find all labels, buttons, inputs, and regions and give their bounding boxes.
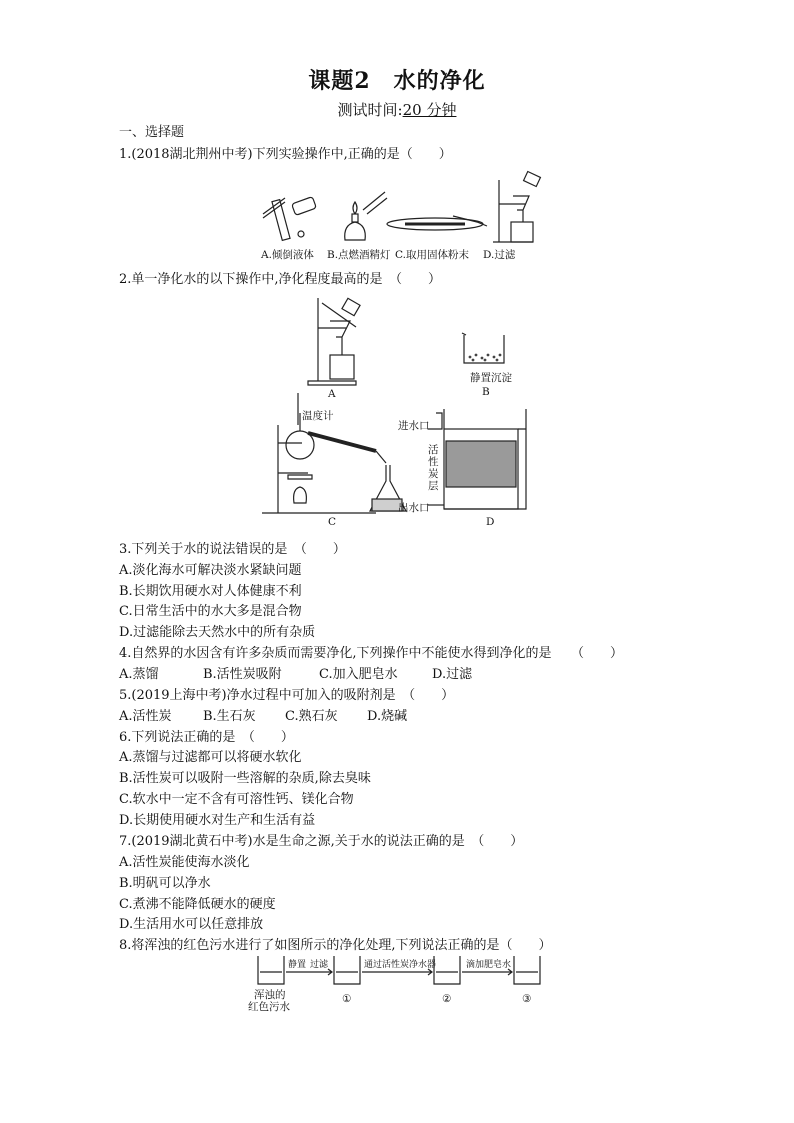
question-1-caption-d: D.过滤: [483, 249, 516, 261]
question-8-start-label-2: 红色污水: [248, 1001, 290, 1013]
question-1-caption-c: C.取用固体粉末: [395, 249, 469, 261]
reagent-bottle-shape: [292, 197, 317, 216]
question-6-stem: 6.下列说法正确的是 （ ）: [119, 730, 294, 745]
question-8-stem: 8.将浑浊的红色污水进行了如图所示的净化处理,下列说法正确的是（ ）: [119, 938, 552, 953]
test-time-value: 20 分钟: [402, 101, 457, 119]
question-2-stem: 2.单一净化水的以下操作中,净化程度最高的是 （ ）: [119, 272, 442, 287]
question-3-option-b: B.长期饮用硬水对人体健康不利: [119, 584, 302, 599]
question-8-step-filter: 过滤: [310, 960, 329, 970]
question-5-options: [119, 705, 407, 724]
question-6-option-a: A.蒸馏与过滤都可以将硬水软化: [119, 750, 302, 765]
question-3-option-a: A.淡化海水可解决淡水紧缺问题: [119, 563, 302, 578]
question-4-option-c: C.加入肥皂水: [319, 667, 398, 682]
question-3-option-c: C.日常生活中的水大多是混合物: [119, 604, 302, 619]
question-8-start-label-1: 浑浊的: [254, 989, 286, 1001]
question-2-outlet-label: 出水口: [398, 502, 430, 514]
question-2-thermometer-label: 温度计: [302, 410, 334, 422]
question-8-mark-2: ②: [442, 993, 452, 1005]
question-2-layer-char-4: 层: [428, 480, 439, 492]
question-8-step-carbon: 通过活性炭净水器: [364, 960, 437, 970]
question-2-layer-char-1: 活: [428, 444, 439, 456]
question-7-option-c: C.煮沸不能降低硬水的硬度: [119, 897, 276, 912]
question-8-mark-1: ①: [342, 993, 352, 1005]
question-2-layer-char-2: 性: [428, 456, 439, 468]
question-8-step-soap: 滴加肥皂水: [466, 960, 512, 970]
question-1-caption-b: B.点燃酒精灯: [327, 249, 391, 261]
question-6-option-b: B.活性炭可以吸附一些溶解的杂质,除去臭味: [119, 771, 371, 786]
section-heading: 一、选择题: [119, 125, 185, 140]
question-4-option-b: B.活性炭吸附: [203, 667, 282, 682]
question-2-label-c: C: [328, 516, 337, 528]
question-1-stem: 1.(2018湖北荆州中考)下列实验操作中,正确的是（ ）: [119, 147, 452, 162]
question-2-inlet-label: 进水口: [398, 420, 430, 432]
question-4-options: [119, 663, 472, 682]
question-2-label-a: A: [328, 388, 336, 400]
question-8-mark-3: ③: [522, 993, 532, 1005]
question-7-option-a: A.活性炭能使海水淡化: [119, 855, 250, 870]
question-4-option-d: D.过滤: [432, 667, 473, 682]
question-1-caption-a: A.倾倒液体: [261, 249, 314, 261]
question-8-step-settle: 静置: [288, 960, 307, 970]
question-2-layer-char-3: 炭: [428, 468, 439, 480]
question-2-label-d: D: [486, 516, 495, 528]
question-6-option-d: D.长期使用硬水对生产和生活有益: [119, 813, 316, 828]
question-3-stem: 3.下列关于水的说法错误的是 （ ）: [119, 542, 346, 557]
question-5-stem: 5.(2019上海中考)净水过程中可加入的吸附剂是 （ ）: [119, 688, 455, 703]
question-2-caption-b: 静置沉淀: [470, 372, 512, 384]
question-1-figure: [255, 170, 545, 262]
page-title: 课题2 水的净化: [308, 68, 486, 94]
question-4-option-a: A.蒸馏: [119, 667, 159, 682]
question-3-option-d: D.过滤能除去天然水中的所有杂质: [119, 625, 316, 640]
question-5-option-b: B.生石灰: [203, 709, 256, 724]
question-5-option-a: A.活性炭: [119, 709, 172, 724]
question-4-stem: 4.自然界的水因含有许多杂质而需要净化,下列操作中不能使水得到净化的是 （ ）: [119, 646, 624, 661]
question-7-stem: 7.(2019湖北黄石中考)水是生命之源,关于水的说法正确的是 （ ）: [119, 834, 524, 849]
question-7-option-d: D.生活用水可以任意排放: [119, 917, 264, 932]
question-2-label-b: B: [482, 386, 490, 398]
question-5-option-c: C.熟石灰: [285, 709, 338, 724]
question-7-option-b: B.明矾可以净水: [119, 876, 211, 891]
question-8-figure: [248, 952, 548, 1018]
question-6-option-c: C.软水中一定不含有可溶性钙、镁化合物: [119, 792, 354, 807]
question-5-option-d: D.烧碱: [367, 709, 408, 724]
test-time-label: 测试时间:: [337, 101, 403, 119]
test-time: [0, 99, 794, 120]
question-2-figure: [258, 293, 548, 528]
